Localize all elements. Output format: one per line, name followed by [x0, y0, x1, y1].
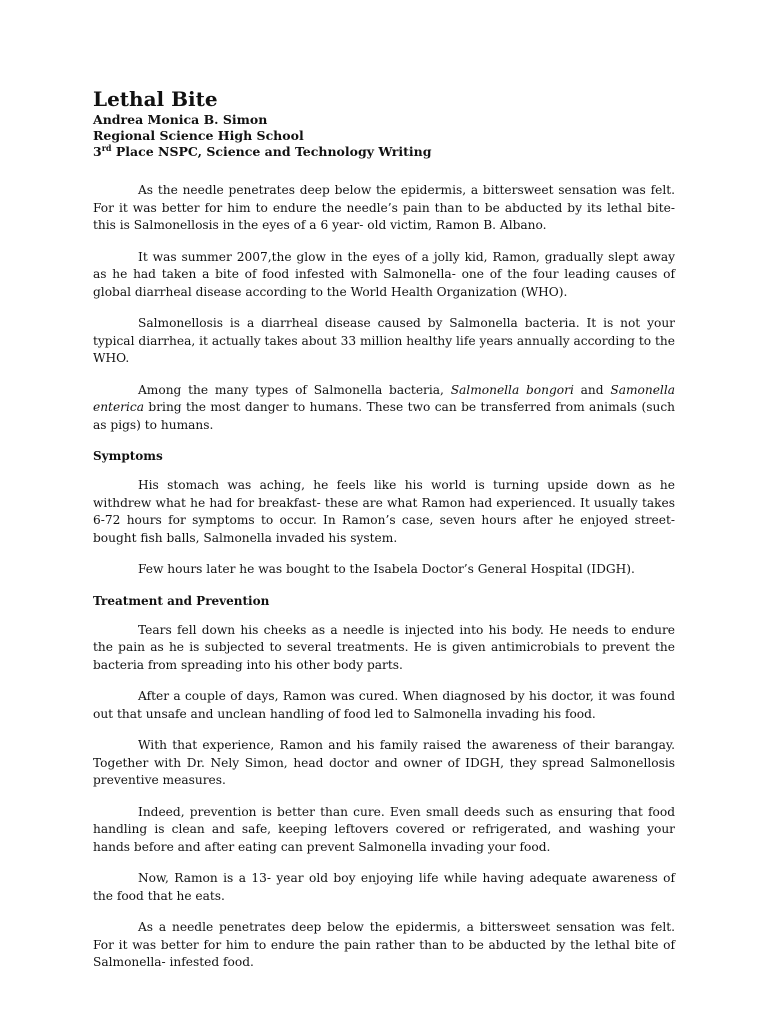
paragraph-2: It was summer 2007,the glow in the eyes of a jolly kid, Ramon, gradually slept away as he had taken a bite of food infested with Salmonella- one of the four leading causes of global diarrheal disease according to the World Health Organization (WHO).: [93, 249, 675, 299]
species-name-1: Salmonella bongori: [450, 382, 574, 397]
article-body: [93, 182, 675, 972]
paragraph-9: With that experience, Ramon and his family raised the awareness of their barangay. Together with Dr. Nely Simon, head doctor and owner of IDGH, they spread Salmonellosis preventive measures.: [93, 738, 675, 787]
paragraph-5: His stomach was aching, he feels like his world is turning upside down as he withdrew what he had for breakfast- these are what Ramon had experienced. It usually takes 6-72 hours for symptoms to occur. In Ramon’s case, seven hours after he enjoyed street- bought fish balls, Salmonella invaded his system.: [93, 478, 675, 545]
award-rank: 3: [93, 144, 102, 159]
symptoms-heading: Symptoms: [93, 449, 163, 463]
document-page: [93, 86, 675, 986]
paragraph-4-text-b: bring the most danger to humans. These two can be transferred from animals (such as pigs) to humans.: [93, 400, 675, 432]
article-title: Lethal Bite: [93, 87, 218, 111]
paragraph-4: [93, 382, 675, 435]
paragraph-8: After a couple of days, Ramon was cured. When diagnosed by his doctor, it was found out that unsafe and unclean handling of food led to Salmonella invading his food.: [93, 689, 675, 721]
paragraph-4-and: and: [573, 382, 611, 397]
paragraph-4-text-a: Among the many types of Salmonella bacteria,: [138, 382, 451, 397]
paragraph-7: Tears fell down his cheeks as a needle is injected into his body. He needs to endure the pain as he is subjected to several treatments. He is given antimicrobials to prevent the bacteria from spreading into his other body parts.: [93, 622, 675, 672]
paragraph-12: As a needle penetrates deep below the epidermis, a bittersweet sensation was felt. For it was better for him to endure the pain rather than to be abducted by the lethal bite of Salmonella- infested food.: [93, 920, 675, 969]
species-name-2: Samonella enterica: [93, 382, 675, 414]
paragraph-6: Few hours later he was bought to the Isabela Doctor’s General Hospital (IDGH).: [138, 562, 635, 576]
school-name: Regional Science High School: [93, 128, 304, 143]
paragraph-10: Indeed, prevention is better than cure. Even small deeds such as ensuring that food handling is clean and safe, keeping leftovers covered or refrigerated, and washing your hands before and after eating can prevent Salmonella invading your food.: [93, 804, 675, 854]
author-name: Andrea Monica B. Simon: [93, 112, 268, 127]
award-suffix: rd: [101, 142, 112, 153]
paragraph-3: Salmonellosis is a diarrheal disease caused by Salmonella bacteria. It is not your typical diarrhea, it actually takes about 33 million healthy life years annually according to the WHO.: [93, 316, 675, 365]
paragraph-11: Now, Ramon is a 13- year old boy enjoying life while having adequate awareness of the food that he eats.: [93, 871, 675, 903]
award-line: [93, 144, 675, 160]
award-text: Place NSPC, Science and Technology Writing: [111, 144, 432, 159]
paragraph-1: As the needle penetrates deep below the epidermis, a bittersweet sensation was felt. For it was better for him to endure the needle’s pain than to be abducted by its lethal bite- this is Salmonellosis in the eyes of a 6 year- old victim, Ramon B. Albano.: [93, 183, 675, 232]
treatment-heading: Treatment and Prevention: [93, 593, 270, 608]
